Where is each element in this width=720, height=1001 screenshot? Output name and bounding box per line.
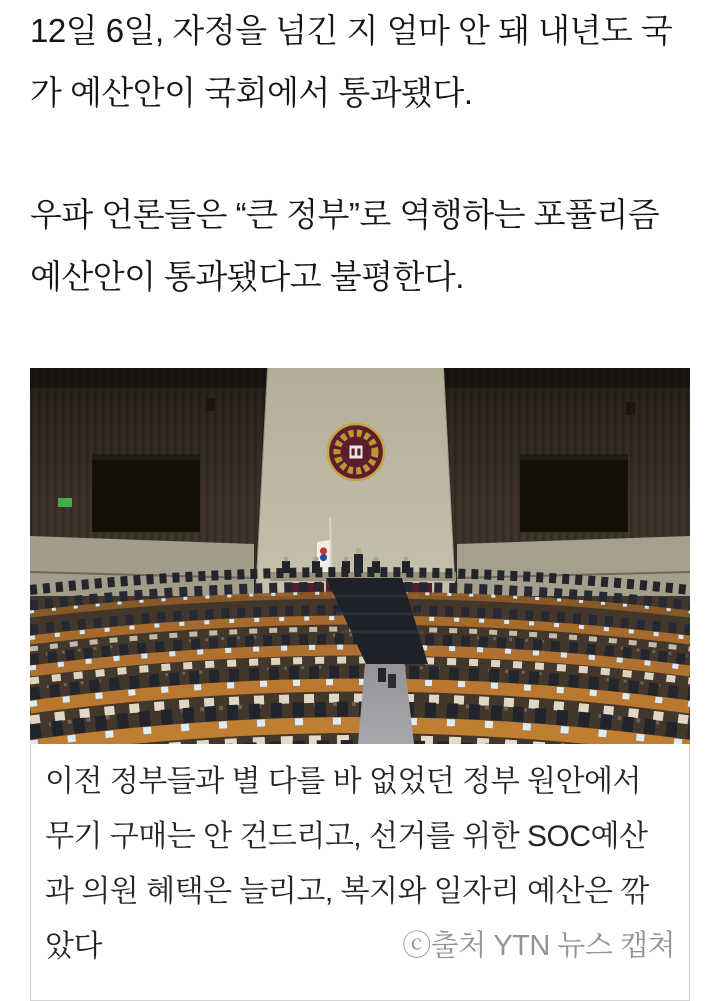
- figure-caption: [30, 744, 690, 1001]
- paragraph-1: 12일 6일, 자정을 넘긴 지 얼마 안 돼 내년도 국가 예산안이 국회에서 통과됐다.: [30, 12, 673, 111]
- paragraph-2: 우파 언론들은 “큰 정부”로 역행하는 포퓰리즘 예산안이 통과됐다고 불평한다.: [30, 196, 660, 295]
- caption-text: 이전 정부들과 별 다를 바 없었던 정부 원안에서 무기 구매는 안 건드리고, 선거를 위한 SOC예산과 의원 혜택은 늘리고, 복지와 일자리 예산은 깎았다: [45, 765, 649, 963]
- news-figure: [30, 368, 690, 1001]
- assembly-chamber-photo: [30, 368, 690, 744]
- assembly-photo-illustration: [30, 368, 690, 744]
- caption-credit: ⓒ출처 YTN 뉴스 캡쳐: [402, 930, 675, 962]
- assembly-emblem-icon: [328, 424, 384, 480]
